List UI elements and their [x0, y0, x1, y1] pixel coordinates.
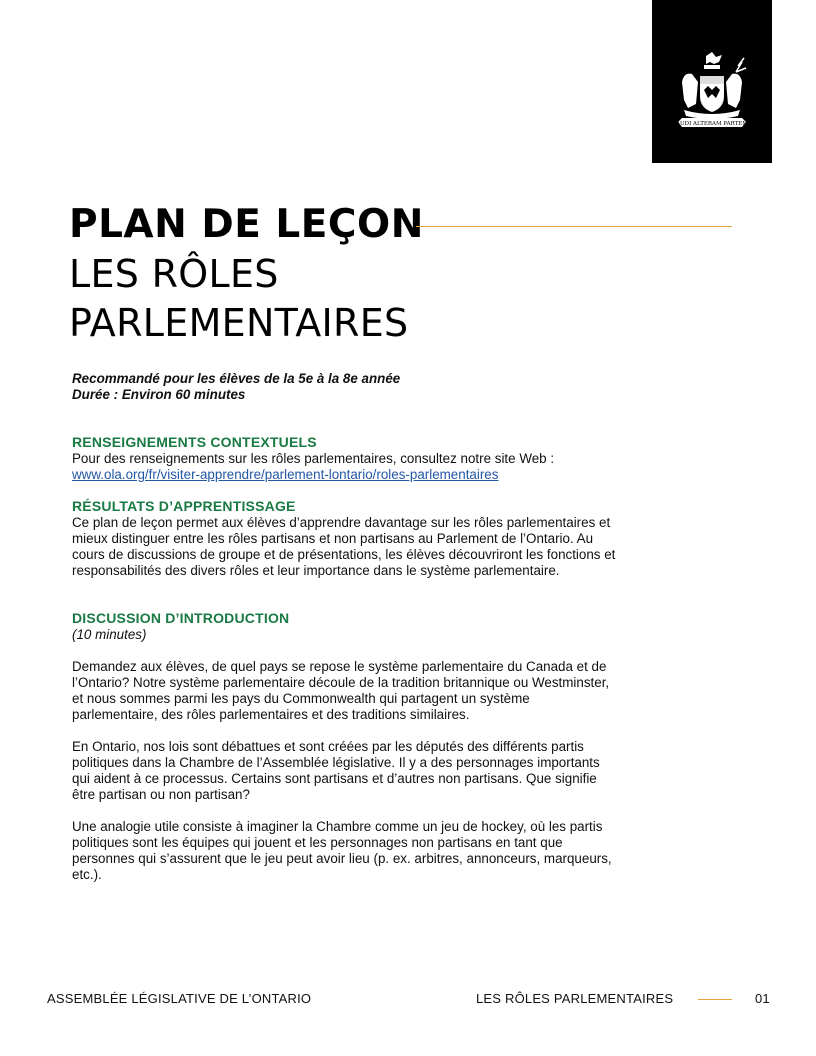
recommended-grades: Recommandé pour les élèves de la 5e à la 8e année: [72, 371, 401, 386]
title-accent-rule: [416, 226, 732, 227]
crest-block: [652, 0, 772, 163]
intro-paragraph-3: Une analogie utile consiste à imaginer la Chambre comme un jeu de hockey, où les partis politiques sont les équipes qui jouent et les personnages non partisans en tant que personnes qui s’assurent que le jeu peut avoir lieu (p. ex. arbitres, annonceurs, marqueurs, etc.).: [72, 819, 612, 882]
page-title: PLAN DE LEÇON: [69, 202, 424, 247]
intro-paragraph-2: En Ontario, nos lois sont débattues et sont créées par les députés des différents partis politiques dans la Chambre de l’Assemblée législative. Il y a des personnages importants qui aident à ce processus. Certains sont partisans et d’autres non partisans. Que signifie être partisan ou non partisan?: [72, 739, 600, 802]
context-section: [72, 434, 617, 483]
intro-section: [72, 610, 617, 643]
intro-heading: DISCUSSION D’INTRODUCTION: [72, 610, 290, 626]
intro-duration: (10 minutes): [72, 627, 147, 642]
roles-website-link[interactable]: www.ola.org/fr/visiter-apprendre/parlement-lontario/roles-parlementaires: [72, 467, 499, 482]
footer-organization: ASSEMBLÉE LÉGISLATIVE DE L’ONTARIO: [47, 991, 312, 1006]
outcomes-heading: RÉSULTATS D’APPRENTISSAGE: [72, 498, 296, 514]
subtitle-line-2: PARLEMENTAIRES: [69, 301, 409, 345]
page-number: 01: [755, 991, 770, 1006]
context-text: Pour des renseignements sur les rôles parlementaires, consultez notre site Web :: [72, 451, 555, 466]
subtitle-line-1: LES RÔLES: [69, 252, 279, 296]
intro-paragraph-1: Demandez aux élèves, de quel pays se repose le système parlementaire du Canada et de l’Ontario? Notre système parlementaire découle de la tradition britannique ou Westminster, et nous sommes parmi les pays du Commonwealth qui partagent un système parlementaire, des rôles parlementaires et des traditions similaires.: [72, 659, 610, 722]
footer-document-title: LES RÔLES PARLEMENTAIRES: [476, 991, 674, 1006]
context-heading: RENSEIGNEMENTS CONTEXTUELS: [72, 434, 317, 450]
outcomes-section: [72, 498, 617, 579]
lesson-duration: Durée : Environ 60 minutes: [72, 387, 246, 402]
lesson-meta: [72, 371, 632, 403]
coat-of-arms-icon: [676, 52, 748, 132]
page-subtitle: [69, 250, 408, 348]
footer-accent-rule: [698, 999, 732, 1000]
crest-motto: AUDI ALTERAM PARTEM: [676, 121, 748, 127]
outcomes-text: Ce plan de leçon permet aux élèves d’apprendre davantage sur les rôles parlementaires et mieux distinguer entre les rôles partisans et non partisans au Parlement de l’Ontario. Au cours de discussions de groupe et de présentations, les élèves découvriront les fonctions et responsabilités des divers rôles et leur importance dans le système parlementaire.: [72, 515, 616, 578]
